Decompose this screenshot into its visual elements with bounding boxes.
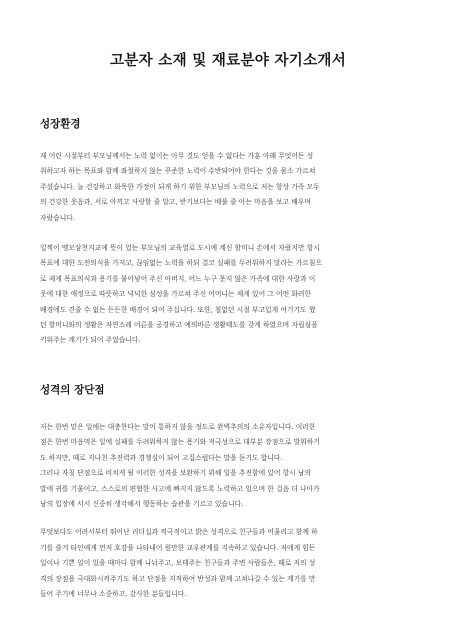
- text-line: 로 제게 목표의식과 용기를 붙어넣어 주신 아버지, 어느 누구 못지 않은 가족에 대한 사랑과 이: [40, 274, 316, 283]
- section-heading-growth: 성장환경: [40, 118, 81, 130]
- document-title: 고분자 소재 및 재료분야 자기소개서: [110, 52, 346, 69]
- text-line: 격의 장점을 극대화시켜주기도 하고 단점을 지적하여 반성과 함께 고쳐나갈 수 있는 계기를 만: [40, 574, 316, 583]
- text-line: 의 건강한 웃음과, 서로 아끼고 사랑할 줄 알고, 받기보다는 베풀 줄 아는 마음을 보고 배우며: [40, 198, 311, 207]
- section-heading-personality: 성격의 장단점: [40, 383, 105, 396]
- text-line: 무엇보다도 어려서부터 뛰어난 리더십과 적극적이고 밝은 성격으로 친구들과 어울리고 함께 하: [40, 528, 318, 537]
- text-line: 도 하지만, 때로 지나친 추진력과 경쟁심이 되어 고집스럽다는 말을 듣기도 합니다.: [40, 453, 283, 462]
- paragraph-growth-2: [40, 241, 416, 349]
- text-line: 저는 한번 맡은 일에는 대충한다는 말이 통하지 않을 정도로 완벽추의의 소유자입니다. 이러한: [40, 422, 316, 431]
- text-line: 그러나 자칫 단점으로 비치게 될 이러한 성격을 보완하기 위해 일을 추진함에 있어 항시 남의: [40, 469, 312, 478]
- text-line: 기를 즐겨 타인에게 먼저 호감을 나타내어 원만한 교우관계를 지속하고 있습니다. 저에게 힘든: [40, 543, 316, 552]
- text-line: 취하고자 하는 목표와 함께 좌절하지 않는 꾸준한 노력이 수반되어야 한다는 것을 몸소 가르쳐: [40, 167, 316, 176]
- text-line: 자랐습니다.: [40, 213, 75, 222]
- paragraph-growth-1: [40, 149, 416, 226]
- text-line: 점은 한번 마음먹은 일에 실패를 두려워하지 않는 용기와 적극성으로 대부분 장점으로 발휘하기: [40, 438, 320, 447]
- paragraph-personality-1: [40, 420, 416, 512]
- text-line: 웃에 대한 애정으로 따뜻하고 넉넉한 심성을 가르쳐 주신 어머니는 제게 있어 그 어떤 화려한: [40, 290, 312, 299]
- text-line: 제 어린 시절부터 부모님께서는 노력 없이는 아무 것도 얻을 수 없다는 가훈 아래 무엇이든 성: [40, 152, 314, 160]
- text-line: 던 할머니와의 생활은 자연스레 어른을 공경하고 예의바른 생활태도를 갖게 하였으며 자립심을: [40, 321, 318, 330]
- text-line: 일이나 기쁜 일이 있을 때마다 함께 나눠주고, 보태주는 친구들과 주변 사람들은, 때로 저의 성: [40, 559, 316, 568]
- text-line: 목표에 대한 도전의식을 가지고, 끊임없는 노력을 하되 결코 실패를 두려워하지 말라는 가르침으: [40, 259, 322, 268]
- text-line: 들어 주기에 너무나 소중하고, 감사한 분들입니다.: [40, 589, 187, 598]
- text-line: 키워주는 계기가 되어 주었습니다.: [40, 336, 141, 345]
- text-line: 배경에도 견줄 수 없는 든든한 배경이 되어 주십니다. 또한, 철없던 시절 부고입게 여기기도 했: [40, 305, 316, 314]
- text-line: 주셨습니다. 늘 건강하고 화목한 가정이 되게 하기 위한 부모님의 노력으로 저는 항상 가족 모두: [40, 182, 320, 191]
- text-line: 일찍이 맹모삼천지교에 뜻이 있는 부모님의 교육열로 도시에 계신 할머니 손에서 자랐지만 항시: [40, 244, 320, 253]
- text-line: 남의 입장에 서서 신중히 생각해서 행동하는 습관을 기르고 있습니다.: [40, 499, 244, 508]
- paragraph-personality-2: [40, 525, 416, 602]
- text-line: 말에 귀를 기울이고, 스스로의 편협한 사고에 빠지지 않도록 노력하고 있으며 한 걸음 더 나아가: [40, 484, 320, 493]
